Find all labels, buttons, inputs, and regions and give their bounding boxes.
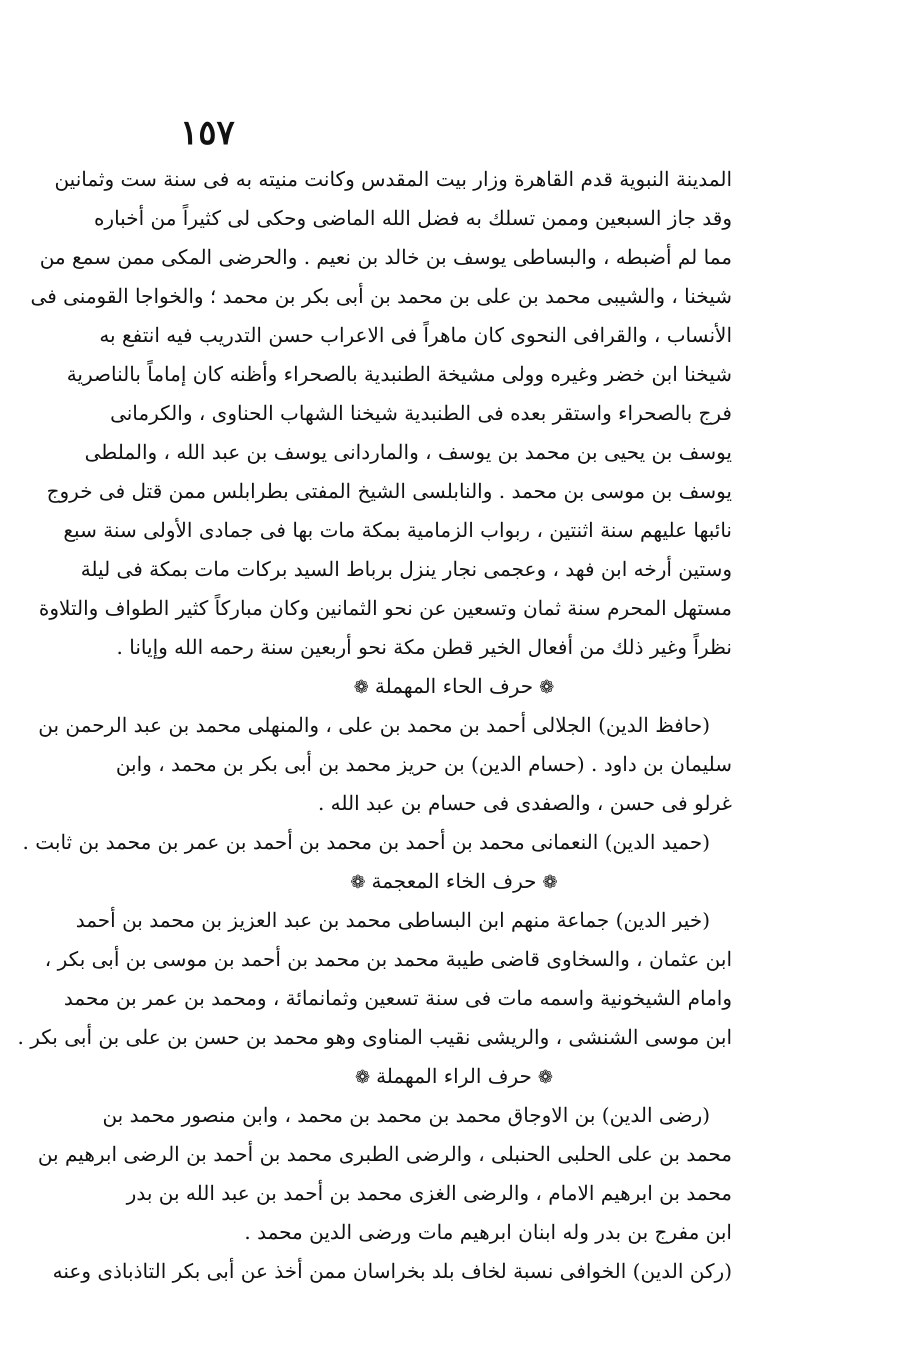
text-line: (حميد الدين) النعمانى محمد بن أحمد بن محمد بن أحمد بن عمر بن محمد بن ثابت .	[22, 830, 710, 854]
text-line: فرج بالصحراء واستقر بعده فى الطنبدية شيخنا الشهاب الحناوى ، والكرمانى	[110, 401, 732, 425]
heading-label: حرف الراء المهملة	[376, 1064, 532, 1088]
text-line: المدينة النبوية قدم القاهرة وزار بيت المقدس وكانت منيته به فى سنة ست وثمانين	[54, 167, 732, 191]
ornament-icon: ❁	[354, 1067, 371, 1088]
text-line: مستهل المحرم سنة ثمان وتسعين عن نحو الثمانين وكان مباركاً كثير الطواف والتلاوة	[38, 596, 732, 620]
text-line: (رضى الدين) بن الاوجاق محمد بن محمد بن محمد ، وابن منصور محمد بن	[102, 1103, 710, 1127]
ornament-icon: ❁	[542, 872, 558, 893]
text-line: ابن مفرج بن بدر وله ابنان ابرهيم مات ورضى الدين محمد .	[244, 1220, 732, 1244]
text-line: (ركن الدين) الخوافى نسبة لخاف بلد بخراسان ممن أخذ عن أبى بكر التاذباذى وعنه	[52, 1259, 732, 1283]
text-line: سليمان بن داود . (حسام الدين) بن حريز محمد بن أبى بكر بن محمد ، وابن	[115, 752, 732, 776]
section-heading-ha	[176, 667, 732, 706]
text-line: مما لم أضبطه ، والبساطى يوسف بن خالد بن نعيم . والحرضى المكى ممن سمع من	[39, 245, 732, 269]
text-line: وقد جاز السبعين وممن تسلك به فضل الله الماضى وحكى لى كثيراً من أخباره	[93, 206, 732, 230]
text-line: شيخنا ، والشيبى محمد بن على بن محمد بن أبى بكر بن محمد ؛ والخواجا القومنى فى	[30, 284, 732, 308]
text-block-top	[17, 160, 732, 1291]
text-line: (خير الدين) جماعة منهم ابن البساطى محمد بن عبد العزيز بن محمد بن أحمد	[75, 908, 710, 932]
text-line: محمد بن على الحلبى الحنبلى ، والرضى الطبرى محمد بن أحمد بن الرضى ابرهيم بن	[37, 1142, 732, 1166]
text-line: محمد بن ابرهيم الامام ، والرضى الغزى محمد بن أحمد بن عبد الله بن بدر	[126, 1181, 732, 1205]
text-line: غرلو فى حسن ، والصفدى فى حسام بن عبد الله .	[317, 791, 732, 815]
text-line: ابن عثمان ، والسخاوى قاضى طيبة محمد بن محمد بن أحمد بن موسى بن أبى بكر ،	[44, 947, 732, 971]
text-line: وستين أرخه ابن فهد ، وعجمى نجار ينزل برباط السيد بركات مات بمكة فى ليلة	[80, 557, 732, 581]
section-heading-ra	[176, 1057, 732, 1096]
text-line: ابن موسى الشنشى ، والريشى نقيب المناوى وهو محمد بن حسن بن على بن أبى بكر .	[17, 1025, 732, 1049]
text-line: شيخنا ابن خضر وغيره وولى مشيخة الطنبدية بالصحراء وأظنه كان إماماً بالناصرية	[66, 362, 732, 386]
ornament-icon: ❁	[537, 1067, 554, 1088]
heading-label: حرف الحاء المهملة	[374, 674, 534, 698]
text-line: الأنساب ، والقرافى النحوى كان ماهراً فى الاعراب حسن التدريب فيه انتفع به	[99, 323, 732, 347]
text-line: وامام الشيخونية واسمه مات فى سنة تسعين وثمانمائة ، ومحمد بن عمر بن محمد	[63, 986, 732, 1010]
ornament-icon: ❁	[350, 872, 366, 893]
text-line: يوسف بن يحيى بن محمد بن يوسف ، والماردانى يوسف بن عبد الله ، والملطى	[84, 440, 732, 464]
page-number: ١٥٧	[180, 113, 235, 153]
ornament-icon: ❁	[539, 677, 555, 698]
text-line: نظراً وغير ذلك من أفعال الخير قطن مكة نحو أربعين سنة رحمه الله وإيانا .	[116, 635, 732, 659]
ornament-icon: ❁	[353, 677, 369, 698]
text-line: يوسف بن موسى بن محمد . والنابلسى الشيخ المفتى بطرابلس ممن قتل فى خروج	[46, 479, 732, 503]
section-heading-kha	[176, 862, 732, 901]
text-line: (حافظ الدين) الجلالى أحمد بن محمد بن على ، والمنهلى محمد بن عبد الرحمن بن	[38, 713, 710, 737]
heading-label: حرف الخاء المعجمة	[371, 869, 537, 893]
text-line: نائبها عليهم سنة اثنتين ، ربواب الزمامية بمكة مات بها فى جمادى الأولى سنة سبع	[63, 518, 732, 542]
